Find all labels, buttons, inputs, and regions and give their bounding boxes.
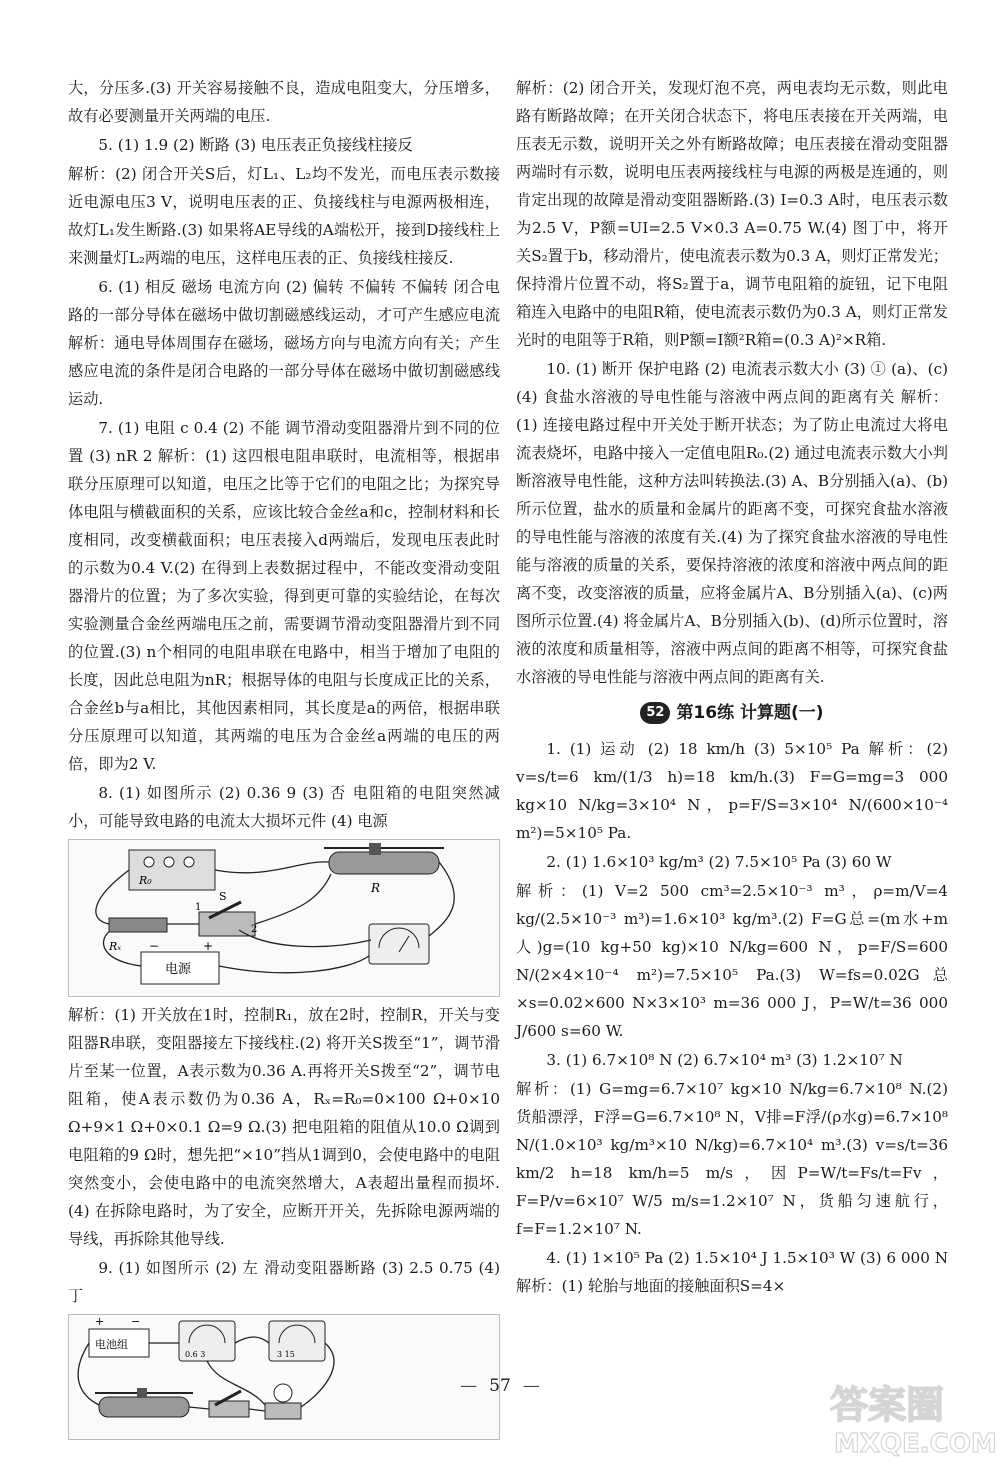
- watermark-logo: [820, 1374, 997, 1460]
- r-label: R: [371, 881, 381, 895]
- page-number: — 57 —: [460, 1376, 540, 1396]
- battery-plus: +: [95, 1315, 105, 1328]
- answer-7: 7. (1) 电阻 c 0.4 (2) 不能 调节滑动变阻器滑片到不同的位置 (3) nR 2 解析：(1) 这四根电阻串联时，电流相等，根据串联分压原理可以知道，电压之比等于它们的电阻之比；为探究导体电阻与横截面积的关系，应该比较合金丝a和c，控制材料和长度相同，改变横截面积；电压表接入d两端后，发现电压表此时的示数为0.4 V.(2) 在得到上表数据过程中，不能改变滑动变阻器滑片的位置；为了多次实验，得到更可靠的实验结论，在每次实验测量合金丝两端电压之前，需要调节滑动变阻器滑片到不同的位置.(3) n个相同的电阻串联在电路中，相当于增加了电阻的长度，因此总电阻为nR；根据导体的电阻与长度成正比的关系，合金丝b与a相比，其他因素相同，其长度是a的两倍，根据串联分压原理可以知道，其两端的电压为合金丝a两端的电压的两倍，即为2 V.: [68, 419, 500, 773]
- calc-analysis-2: 解析：(1) V=2 500 cm³=2.5×10⁻³ m³，ρ=m/V=4 kg/(2.5×10⁻³ m³)=1.6×10³ kg/m³.(2) F=G总=(m水+m人)g=(10 kg+50 kg)×10 N/kg=600 N，p=F/S=600 N/(2×4×10⁻⁴ m²)=7.5×10⁵ Pa.(3) W=fs=0.02G总×s=0.02×600 N×3×10³ m=36 000 J，P=W/t=36 000 J/600 s=60 W.: [516, 882, 948, 1040]
- analysis-9: 解析：(2) 闭合开关，发现灯泡不亮，两电表均无示数，则此电路有断路故障；在开关闭合状态下，将电压表接在开关两端，电压表无示数，说明开关之外有断路故障；电压表接在滑动变阻器两端时有示数，说明电压表两接线柱与电源的两极是连通的，则肯定出现的故障是滑动变阻器断路.(3) I=0.3 A时，电压表示数为2.5 V，P额=UI=2.5 V×0.3 A=0.75 W.(4) 图丁中，将开关S₂置于b，移动滑片，使电流表示数为0.3 A，则灯正常发光；保持滑片位置不动，将S₂置于a，调节电阻箱的旋钮，记下电阻箱连入电路中的电阻R箱，使电流表示数仍为0.3 A，则灯正常发光时的电阻等于R箱，则P额=I额²R箱=(0.3 A)²×R箱.: [516, 79, 948, 349]
- calc-analysis-3: 解析：(1) G=mg=6.7×10⁷ kg×10 N/kg=6.7×10⁸ N.(2) 货船漂浮，F浮=G=6.7×10⁸ N，V排=F浮/(ρ水g)=6.7×10⁸ N/(1.0×10³ kg/m³×10 N/kg)=6.7×10⁴ m³.(3) v=s/t=36 km/2 h=18 km/h=5 m/s，因P=W/t=Fs/t=Fv，F=P/v=6×10⁷ W/5 m/s=1.2×10⁷ N，货船匀速航行，f=F=1.2×10⁷ N.: [516, 1080, 948, 1238]
- section-heading: [516, 699, 948, 727]
- source-plus: +: [203, 939, 214, 953]
- switch-pos-1: 1: [195, 902, 202, 913]
- switch-label: S: [219, 890, 227, 903]
- circuit-figure-8: [68, 839, 500, 997]
- voltmeter-terminals: 3 15: [277, 1350, 295, 1359]
- ammeter-icon: [369, 924, 429, 964]
- section-title: 第16练 计算题(一): [676, 703, 824, 723]
- r0-label: R₀: [139, 874, 152, 887]
- svg-text:MXQE.COM: MXQE.COM: [834, 1429, 997, 1459]
- battery-minus: −: [131, 1315, 141, 1328]
- rheostat-icon: [324, 843, 444, 895]
- right-column: [516, 74, 948, 1301]
- circuit-diagram-8: [69, 840, 499, 996]
- left-column: [68, 74, 500, 1444]
- calc-answer-3: 3. (1) 6.7×10⁸ N (2) 6.7×10⁴ m³ (3) 1.2×10⁷ N: [546, 1051, 903, 1069]
- resistance-box-icon: [129, 850, 215, 890]
- battery-label: 电池组: [95, 1338, 128, 1351]
- source-label: 电源: [165, 962, 192, 977]
- calc-answer-2: 2. (1) 1.6×10³ kg/m³ (2) 7.5×10⁵ Pa (3) 60 W: [546, 853, 892, 871]
- ammeter-icon: [179, 1321, 235, 1361]
- answer-10: 10. (1) 断开 保护电路 (2) 电流表示数大小 (3) ① (a)、(c) (4) 食盐水溶液的导电性能与溶液中两点间的距离有关 解析：(1) 连接电路过程中开关处于断开状态；为了防止电流过大将电流表烧坏，电路中接入一定值电阻R₀.(2) 通过电流表示数大小判断溶液导电性能，这种方法叫转换法.(3) A、B分别插入(a)、(b)所示位置，盐水的质量和金属片的距离不变，可探究食盐水溶液的导电性能与溶液的浓度有关.(4) 为了探究食盐水溶液的导电性能与溶液的质量的关系，要保持溶液的浓度和溶液中两点间的距离不变，改变溶液的质量，应将金属片A、B分别插入(a)、(c)两图所示位置.(4) 将金属片A、B分别插入(b)、(d)所示位置时，溶液的浓度和质量相等，溶液中两点间的距离不相等，可探究食盐水溶液的导电性能与溶液中两点间的距离有关.: [516, 360, 948, 686]
- ammeter-terminals: 0.6 3: [185, 1350, 206, 1359]
- source-minus: −: [149, 939, 160, 953]
- switch-icon: [195, 890, 257, 936]
- answer-8: 8. (1) 如图所示 (2) 0.36 9 (3) 否 电阻箱的电阻突然减小，可能导致电路的电流太大损坏元件 (4) 电源: [68, 784, 500, 830]
- battery-pack-icon: [89, 1315, 149, 1357]
- section-number-badge: 52: [640, 702, 670, 724]
- rx-label: Rₓ: [109, 940, 122, 953]
- svg-text:答案圈: 答案圈: [830, 1383, 945, 1427]
- answer-5: 5. (1) 1.9 (2) 断路 (3) 电压表正负接线柱接反: [98, 136, 413, 154]
- voltmeter-icon: [269, 1321, 325, 1361]
- analysis-5: 解析：(2) 闭合开关S后，灯L₁、L₂均不发光，而电压表示数接近电源电压3 V，说明电压表的正、负接线柱与电源两极相连，故灯L₁发生断路.(3) 如果将AE导线的A端松开，接到D接线柱上来测量灯L₂两端的电压，这样电压表的正、负接线柱接反.: [68, 165, 500, 267]
- calc-answer-4: 4. (1) 1×10⁵ Pa (2) 1.5×10⁴ J 1.5×10³ W (3) 6 000 N 解析：(1) 轮胎与地面的接触面积S=4×: [516, 1249, 948, 1295]
- analysis-8: 解析：(1) 开关放在1时，控制R₁，放在2时，控制R，开关与变阻器R串联，变阻器接左下接线柱.(2) 将开关S拨至“1”，调节滑片至某一位置，A表示数为0.36 A.再将开关S拨至“2”，调节电阻箱，使A表示数仍为0.36 A，Rₓ=R₀=0×100 Ω+0×10 Ω+9×1 Ω+0×0.1 Ω=9 Ω.(3) 把电阻箱的阻值从10.0 Ω调到电阻箱的9 Ω时，想先把“×10”挡从1调到0，会使电路中的电阻突然变小，会使电路中的电流突然增大，A表超出量程而损坏.(4) 在拆除电路时，为了安全，应断开开关，先拆除电源两端的导线，再拆除其他导线.: [68, 1006, 500, 1248]
- answer-6: 6. (1) 相反 磁场 电流方向 (2) 偏转 不偏转 不偏转 闭合电路的一部分导体在磁场中做切割磁感线运动，才可产生感应电流 解析：通电导体周围存在磁场，磁场方向与电流方向有关；产生感应电流的条件是闭合电路的一部分导体在磁场中做切割磁感线运动.: [68, 278, 500, 408]
- calc-answer-1: 1. (1) 运动 (2) 18 km/h (3) 5×10⁵ Pa 解析：(2) v=s/t=6 km/(1/3 h)=18 km/h.(3) F=G=mg=3 000 kg×10 N/kg=3×10⁴ N，p=F/S=3×10⁴ N/(600×10⁻⁴ m²)=5×10⁵ Pa.: [516, 740, 948, 842]
- switch-pos-2: 2: [251, 924, 258, 935]
- power-source-icon: [141, 939, 219, 984]
- answer-9: 9. (1) 如图所示 (2) 左 滑动变阻器断路 (3) 2.5 0.75 (4) 丁: [68, 1259, 500, 1305]
- left-paragraph: 大，分压多.(3) 开关容易接触不良，造成电阻变大，分压增多，故有必要测量开关两端的电压.: [68, 79, 500, 125]
